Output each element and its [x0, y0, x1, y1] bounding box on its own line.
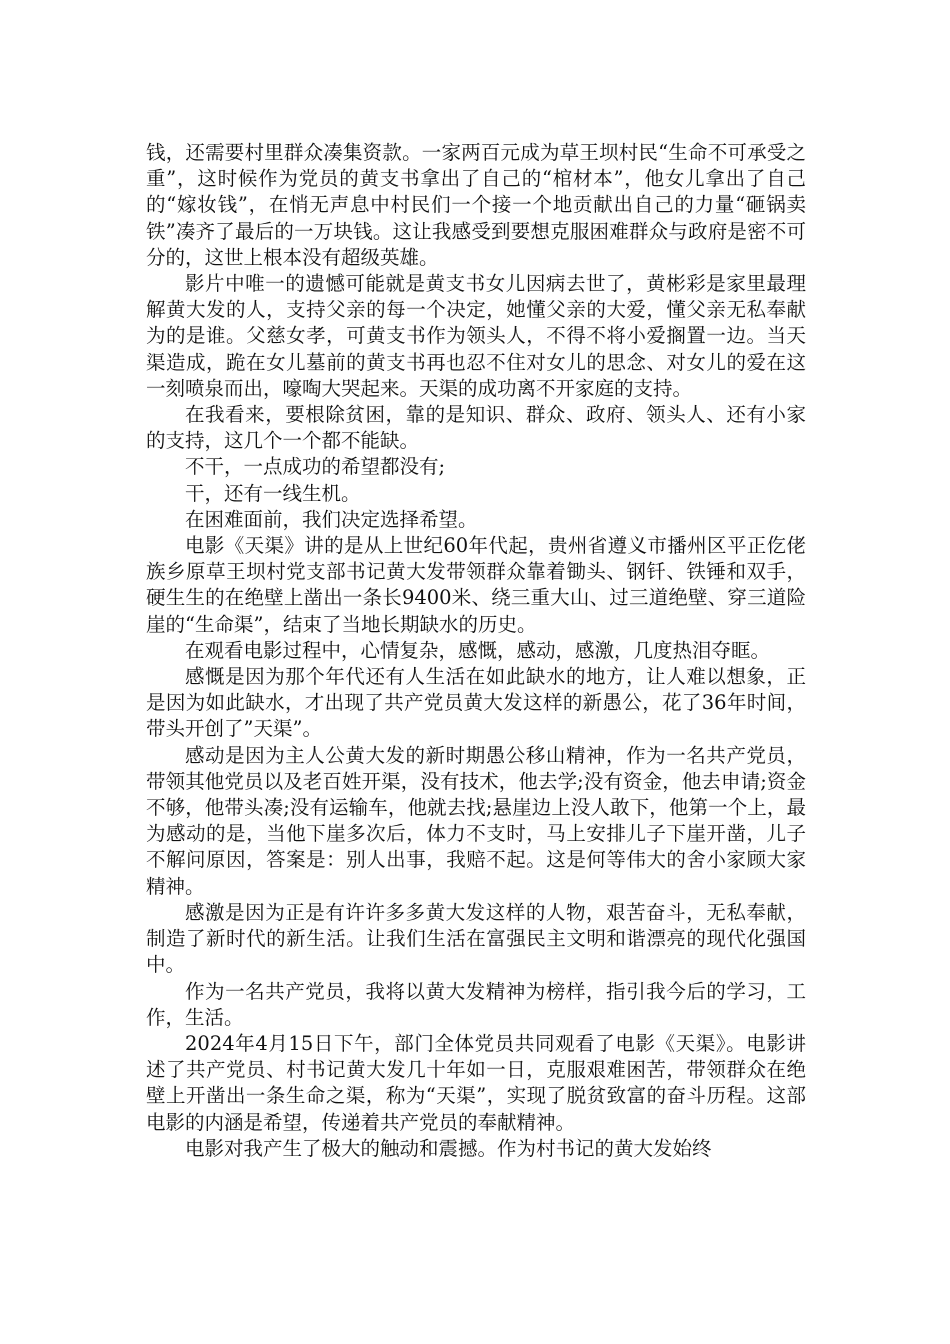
paragraph: 电影对我产生了极大的触动和震撼。作为村书记的黄大发始终 — [185, 1136, 712, 1160]
paragraph: 在我看来，要根除贫困，靠的是知识、群众、政府、领头人、还有小家的支持，这几个一个都不能缺。 — [146, 403, 806, 453]
paragraph: 不干，一点成功的希望都没有; — [185, 455, 446, 479]
paragraph: 在困难面前，我们决定选择希望。 — [185, 507, 478, 531]
document-body — [146, 140, 806, 1162]
paragraph: 影片中唯一的遗憾可能就是黄支书女儿因病去世了，黄彬彩是家里最理解黄大发的人，支持父亲的每一个决定，她懂父亲的大爱，懂父亲无私奉献为的是谁。父慈女孝，可黄支书作为领头人，不得不将小爱搁置一边。当天渠造成，跪在女儿墓前的黄支书再也忍不住对女儿的思念、对女儿的爱在这一刻喷泉而出，嚎啕大哭起来。天渠的成功离不开家庭的支持。 — [146, 272, 806, 400]
paragraph: 钱，还需要村里群众凑集资款。一家两百元成为草王坝村民“生命不可承受之重”，这时候作为党员的黄支书拿出了自己的“棺材本”，他女儿拿出了自己的“嫁妆钱”，在悄无声息中村民们一个接一个地贡献出自己的力量“砸锅卖铁”凑齐了最后的一万块钱。这让我感受到要想克服困难群众与政府是密不可分的，这世上根本没有超级英雄。 — [146, 141, 806, 269]
paragraph: 干，还有一线生机。 — [185, 481, 361, 505]
paragraph: 2024年4月15日下午，部门全体党员共同观看了电影《天渠》。电影讲述了共产党员、村书记黄大发几十年如一日，克服艰难困苦，带领群众在绝壁上开凿出一条生命之渠，称为“天渠”，实现了脱贫致富的奋斗历程。这部电影的内涵是希望，传递着共产党员的奉献精神。 — [146, 1031, 806, 1134]
paragraph: 作为一名共产党员，我将以黄大发精神为榜样，指引我今后的学习，工作，生活。 — [146, 979, 806, 1029]
paragraph: 感慨是因为那个年代还有人生活在如此缺水的地方，让人难以想象，正是因为如此缺水，才出现了共产党员黄大发这样的新愚公，花了36年时间，带头开创了”天渠”。 — [146, 665, 806, 741]
paragraph: 感动是因为主人公黄大发的新时期愚公移山精神，作为一名共产党员，带领其他党员以及老百姓开渠，没有技术，他去学;没有资金，他去申请;资金不够，他带头凑;没有运输车，他就去找;悬崖边上没人敢下，他第一个上，最为感动的是，当他下崖多次后，体力不支时，马上安排儿子下崖开凿，儿子不解问原因，答案是：别人出事，我赔不起。这是何等伟大的舍小家顾大家精神。 — [146, 743, 806, 898]
paragraph: 在观看电影过程中，心情复杂，感慨，感动，感激，几度热泪夺眶。 — [185, 638, 771, 662]
paragraph: 电影《天渠》讲的是从上世纪60年代起，贵州省遵义市播州区平正仡佬族乡原草王坝村党支部书记黄大发带领群众靠着锄头、钢钎、铁锤和双手，硬生生的在绝壁上凿出一条长9400米、绕三重大山、过三道绝壁、穿三道险崖的“生命渠”，结束了当地长期缺水的历史。 — [146, 534, 806, 636]
paragraph: 感激是因为正是有许许多多黄大发这样的人物，艰苦奋斗，无私奉献，制造了新时代的新生活。让我们生活在富强民主文明和谐漂亮的现代化强国中。 — [146, 900, 806, 977]
